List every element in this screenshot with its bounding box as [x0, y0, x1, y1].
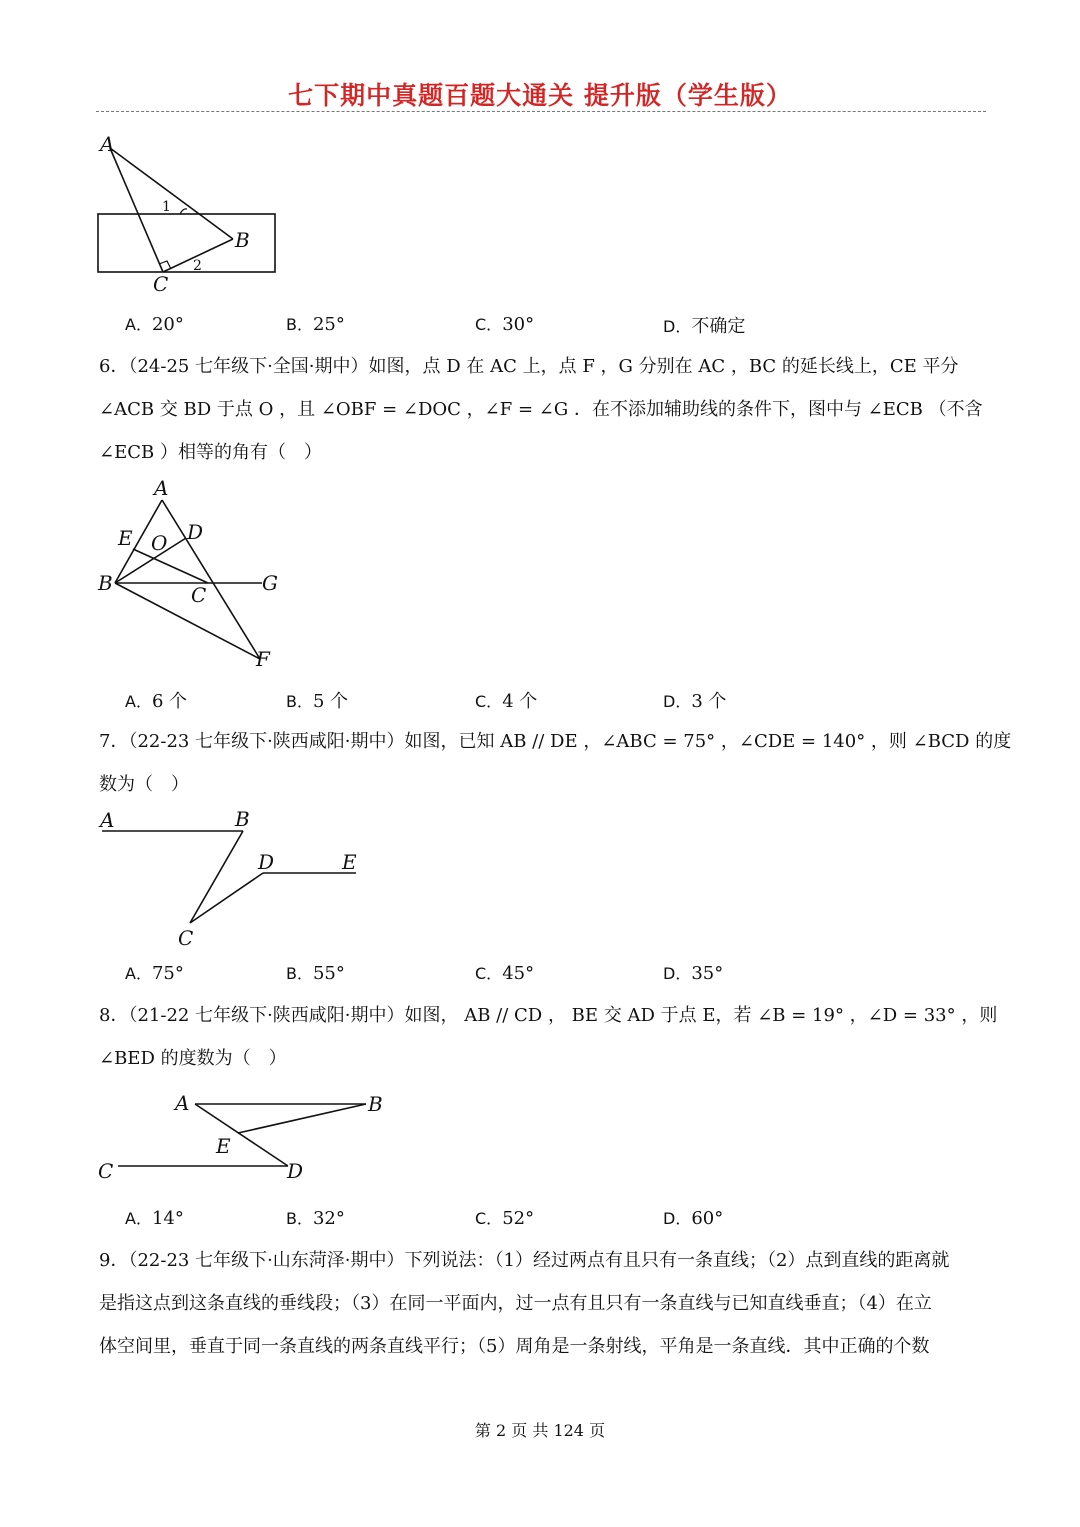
- q6-label-c: C: [191, 583, 207, 607]
- q7-options: [0, 961, 1080, 989]
- q7-figure: [90, 805, 380, 950]
- q8-stem-line-2: ∠BED 的度数为（ ）: [99, 1048, 287, 1069]
- page-header-title: 七下期中真题百题大通关 提升版（学生版）: [288, 81, 792, 110]
- q6-stem-line-2: ∠ACB 交 BD 于点 O ，且 ∠OBF = ∠DOC ，∠F = ∠G ．在不添加辅助线的条件下，图中与 ∠ECB （不含: [99, 399, 983, 420]
- q5-label-b: B: [235, 228, 250, 252]
- q7-label-a: A: [100, 808, 115, 832]
- q5-options: [0, 312, 1080, 340]
- q6-label-e: E: [118, 526, 133, 550]
- q6-label-a: A: [154, 476, 169, 500]
- q6-segment-bf: [115, 583, 260, 659]
- q6-label-g: G: [262, 571, 278, 595]
- page-footer: 第 2 页 共 124 页: [474, 1421, 606, 1440]
- header-divider: [96, 111, 986, 112]
- q5-figure: [90, 130, 290, 300]
- q8-option-c[interactable]: C．52°: [475, 1208, 535, 1229]
- q5-label-angle-1: 1: [162, 199, 171, 215]
- q7-label-e: E: [342, 850, 357, 874]
- q8-label-b: B: [368, 1092, 383, 1116]
- q6-stem-line-1: 6．（24-25 七年级下·全国·期中）如图，点 D 在 AC 上，点 F ，G 分别在 AC ，BC 的延长线上，CE 平分: [99, 356, 959, 377]
- q6-stem-line-3: ∠ECB ）相等的角有（ ）: [99, 442, 322, 463]
- q8-option-a[interactable]: A．14°: [125, 1208, 184, 1229]
- q6-option-b[interactable]: B．5 个: [286, 691, 349, 712]
- q9-stem-line-1: 9．（22-23 七年级下·山东菏泽·期中）下列说法：（1）经过两点有且只有一条直线；（2）点到直线的距离就: [99, 1250, 950, 1271]
- q6-segment-ec: [133, 549, 208, 583]
- q7-stem-line-2: 数为（ ）: [99, 774, 189, 795]
- q8-segment-ad: [195, 1104, 288, 1166]
- q6-segment-af: [162, 500, 260, 659]
- q8-options: [0, 1206, 1080, 1234]
- q5-option-a[interactable]: A．20°: [125, 314, 184, 335]
- q6-option-a[interactable]: A．6 个: [125, 691, 188, 712]
- q6-options: [0, 687, 1080, 715]
- q7-label-c: C: [178, 926, 194, 950]
- q8-label-e: E: [216, 1134, 231, 1158]
- q7-stem-line-1: 7．（22-23 七年级下·陕西咸阳·期中）如图，已知 AB // DE ，∠ABC = 75° ，∠CDE = 140° ，则 ∠BCD 的度: [99, 731, 1012, 752]
- q7-option-d[interactable]: D．35°: [663, 963, 724, 984]
- q8-label-d: D: [287, 1159, 304, 1183]
- q5-segment-ab: [110, 148, 233, 239]
- q5-option-c[interactable]: C．30°: [475, 314, 535, 335]
- q9-stem-line-3: 体空间里，垂直于同一条直线的两条直线平行；（5）周角是一条射线，平角是一条直线．其中正确的个数: [99, 1336, 930, 1357]
- q6-figure: [90, 475, 290, 675]
- q7-segment-bc: [190, 831, 243, 923]
- q7-label-b: B: [235, 807, 250, 831]
- q7-option-b[interactable]: B．55°: [286, 963, 345, 984]
- q7-option-c[interactable]: C．45°: [475, 963, 535, 984]
- q5-option-d[interactable]: D．不确定: [663, 316, 746, 337]
- q8-segment-be: [238, 1104, 366, 1133]
- q5-label-angle-2: 2: [193, 258, 202, 274]
- q9-stem-line-2: 是指这点到这条直线的垂线段；（3）在同一平面内，过一点有且只有一条直线与已知直线垂直；（4）在立: [99, 1293, 932, 1314]
- q7-segment-cd: [190, 873, 263, 923]
- q6-label-o: O: [151, 531, 168, 555]
- q6-option-d[interactable]: D．3 个: [663, 691, 727, 712]
- q6-option-c[interactable]: C．4 个: [475, 691, 538, 712]
- q8-figure: [90, 1085, 400, 1190]
- q7-label-d: D: [258, 850, 275, 874]
- q8-option-d[interactable]: D．60°: [663, 1208, 724, 1229]
- q6-label-d: D: [187, 520, 204, 544]
- q5-label-a: A: [100, 132, 115, 156]
- q8-label-a: A: [175, 1091, 190, 1115]
- q5-segment-ac: [110, 148, 163, 272]
- q6-label-f: F: [256, 647, 270, 671]
- q5-option-b[interactable]: B．25°: [286, 314, 345, 335]
- q8-option-b[interactable]: B．32°: [286, 1208, 345, 1229]
- q6-label-b: B: [98, 571, 113, 595]
- q5-label-c: C: [153, 272, 169, 296]
- q7-option-a[interactable]: A．75°: [125, 963, 184, 984]
- q8-label-c: C: [98, 1159, 114, 1183]
- q8-stem-line-1: 8．（21-22 七年级下·陕西咸阳·期中）如图， AB // CD ， BE 交 AD 于点 E，若 ∠B = 19° ，∠D = 33° ，则: [99, 1005, 998, 1026]
